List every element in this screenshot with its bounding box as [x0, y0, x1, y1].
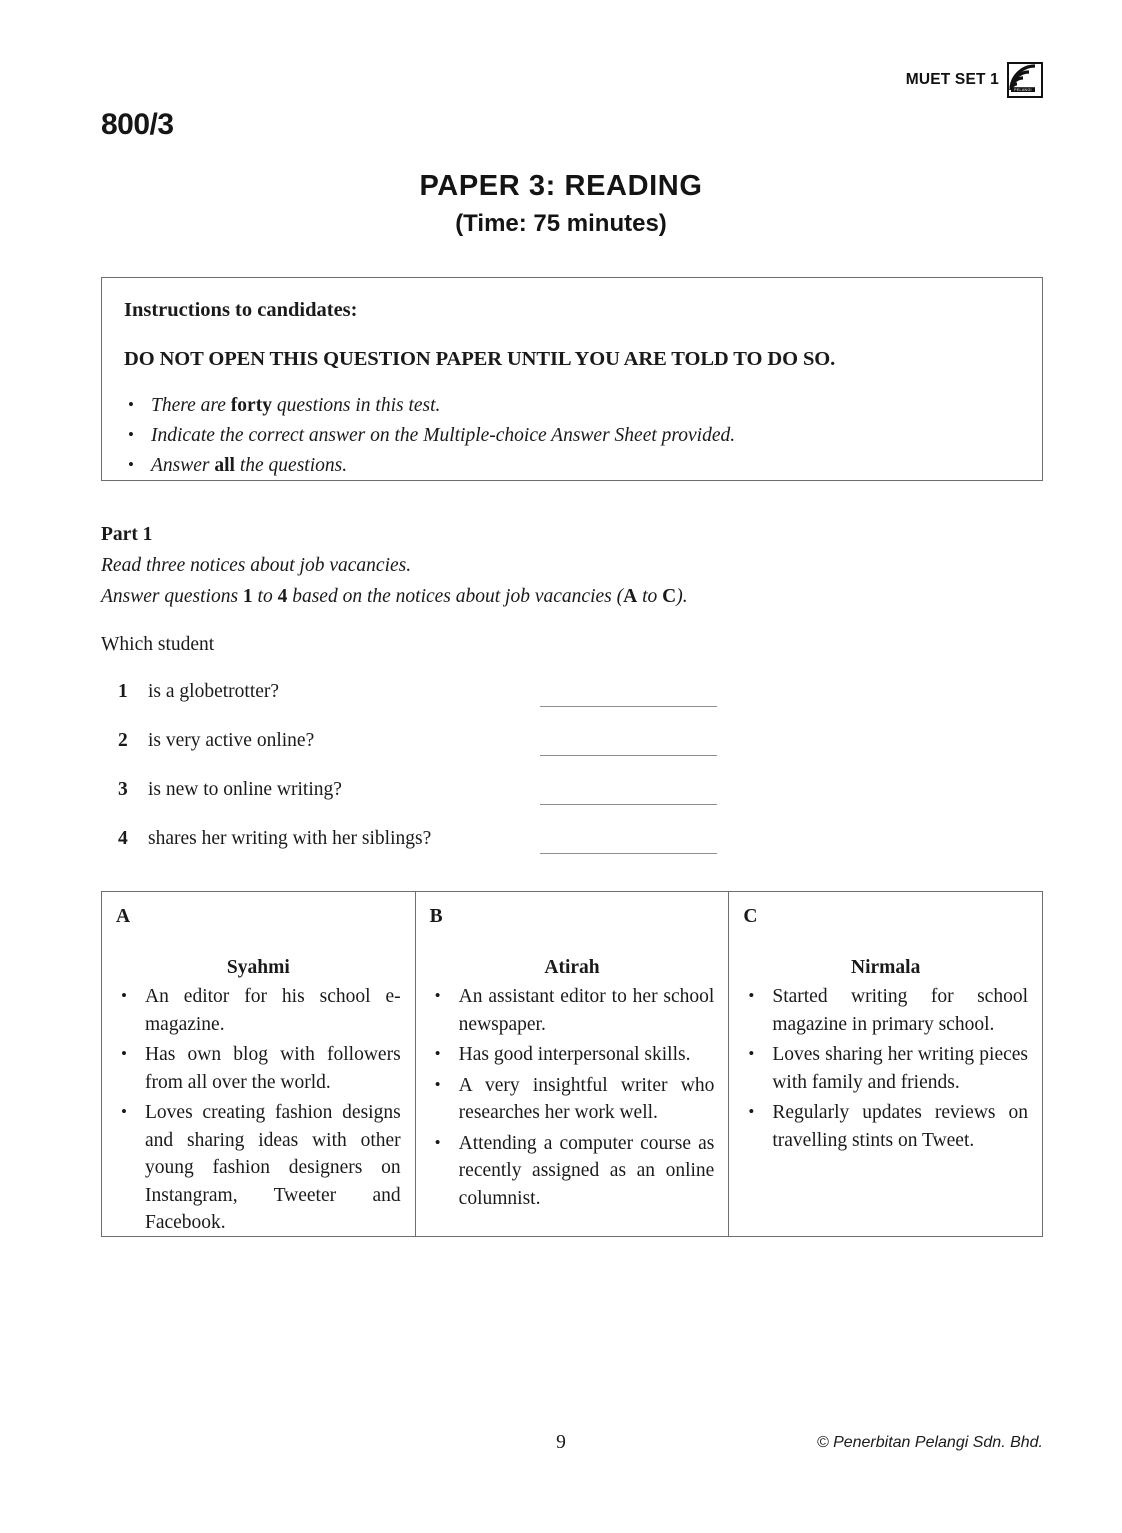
notice-point: • Has good interpersonal skills. [430, 1041, 715, 1069]
notice-point: • Loves creating fashion designs and sharing ideas with other young fashion designers on Instangram, Tweeter and Facebook. [116, 1099, 401, 1237]
notice-letter: C [743, 906, 758, 927]
instruction-text-bold: forty [230, 395, 272, 416]
svg-text:PELANGI: PELANGI [1014, 88, 1032, 92]
instruction-text-pre: Indicate the correct answer on the Multiple-choice Answer Sheet provided. [151, 425, 736, 446]
question-number: 3 [118, 779, 128, 800]
instruction-item [124, 391, 1020, 421]
time-allocation: (Time: 75 minutes) [455, 210, 667, 237]
question-text: is a globetrotter? [148, 681, 280, 702]
notice-person-name: Nirmala [851, 957, 921, 978]
paper-code: 800/3 [101, 108, 174, 141]
part-line2-bold: 1 [242, 586, 253, 607]
part-instruction-line-2 [101, 586, 688, 608]
notice-letter: A [116, 906, 131, 927]
question-text: is new to online writing? [148, 779, 342, 800]
question-stem: Which student [101, 634, 215, 655]
answer-blank[interactable] [540, 755, 717, 756]
instruction-text-pre: There are [151, 395, 231, 416]
answer-blank[interactable] [540, 706, 717, 707]
instruction-text-post: questions in this test. [271, 395, 441, 416]
instruction-item [124, 451, 1020, 481]
part-line2-seg: ). [676, 586, 688, 607]
answer-blank[interactable] [540, 804, 717, 805]
question-text: is very active online? [148, 730, 315, 751]
notice-points [116, 983, 401, 1237]
notice-points [743, 983, 1028, 1154]
running-head-label: MUET SET 1 [905, 71, 999, 88]
question-row [101, 730, 741, 779]
instructions-list [124, 391, 1020, 481]
notice-point: • Started writing for school magazine in primary school. [743, 983, 1028, 1038]
question-number: 4 [118, 828, 128, 849]
notice-point: • A very insightful writer who researches her work well. [430, 1072, 715, 1127]
notice-points [430, 983, 715, 1212]
notice-point: • Regularly updates reviews on travelling stints on Tweet. [743, 1099, 1028, 1154]
question-text: shares her writing with her siblings? [148, 828, 432, 849]
part-line2-seg: based on the notices about job vacancies ( [287, 586, 624, 607]
notice-column-a [102, 892, 415, 1236]
instructions-heading: Instructions to candidates: [124, 299, 358, 321]
page-title: PAPER 3: READING [419, 170, 703, 202]
running-head [906, 62, 1043, 98]
question-row [101, 681, 741, 730]
instruction-item [124, 421, 1020, 451]
part-heading: Part 1 [101, 524, 153, 545]
part-line2-seg: Answer questions [101, 586, 243, 607]
question-row [101, 779, 741, 828]
instructions-warning: DO NOT OPEN THIS QUESTION PAPER UNTIL YOU ARE TOLD TO DO SO. [124, 348, 836, 370]
notices-table [101, 891, 1043, 1237]
notice-column-b [415, 892, 729, 1236]
notice-point: • Attending a computer course as recently assigned as an online columnist. [430, 1130, 715, 1213]
pelangi-rainbow-logo-icon [1007, 62, 1043, 98]
question-list [101, 681, 741, 877]
part-line2-bold: 4 [277, 586, 288, 607]
instructions-box [101, 277, 1043, 481]
answer-blank[interactable] [540, 853, 717, 854]
instruction-text-post: the questions. [234, 455, 348, 476]
notice-point: • An assistant editor to her school newspaper. [430, 983, 715, 1038]
notice-point: • An editor for his school e-magazine. [116, 983, 401, 1038]
copyright-notice: © Penerbitan Pelangi Sdn. Bhd. [816, 1434, 1043, 1451]
question-number: 1 [118, 681, 128, 702]
instruction-text-pre: Answer [151, 455, 215, 476]
notice-point: • Loves sharing her writing pieces with family and friends. [743, 1041, 1028, 1096]
notice-letter: B [429, 906, 443, 927]
question-row [101, 828, 741, 877]
notice-point: • Has own blog with followers from all over the world. [116, 1041, 401, 1096]
notice-column-c [728, 892, 1042, 1236]
part-line2-bold: C [662, 586, 677, 607]
question-number: 2 [118, 730, 128, 751]
part-instruction-line-1: Read three notices about job vacancies. [101, 555, 412, 576]
part-line2-seg: to [252, 586, 278, 607]
part-line2-seg: to [637, 586, 663, 607]
instruction-text-bold: all [214, 455, 235, 476]
notice-person-name: Syahmi [226, 957, 290, 978]
notice-person-name: Atirah [544, 957, 600, 978]
page-number: 9 [556, 1432, 566, 1453]
part-line2-bold: A [623, 586, 638, 607]
